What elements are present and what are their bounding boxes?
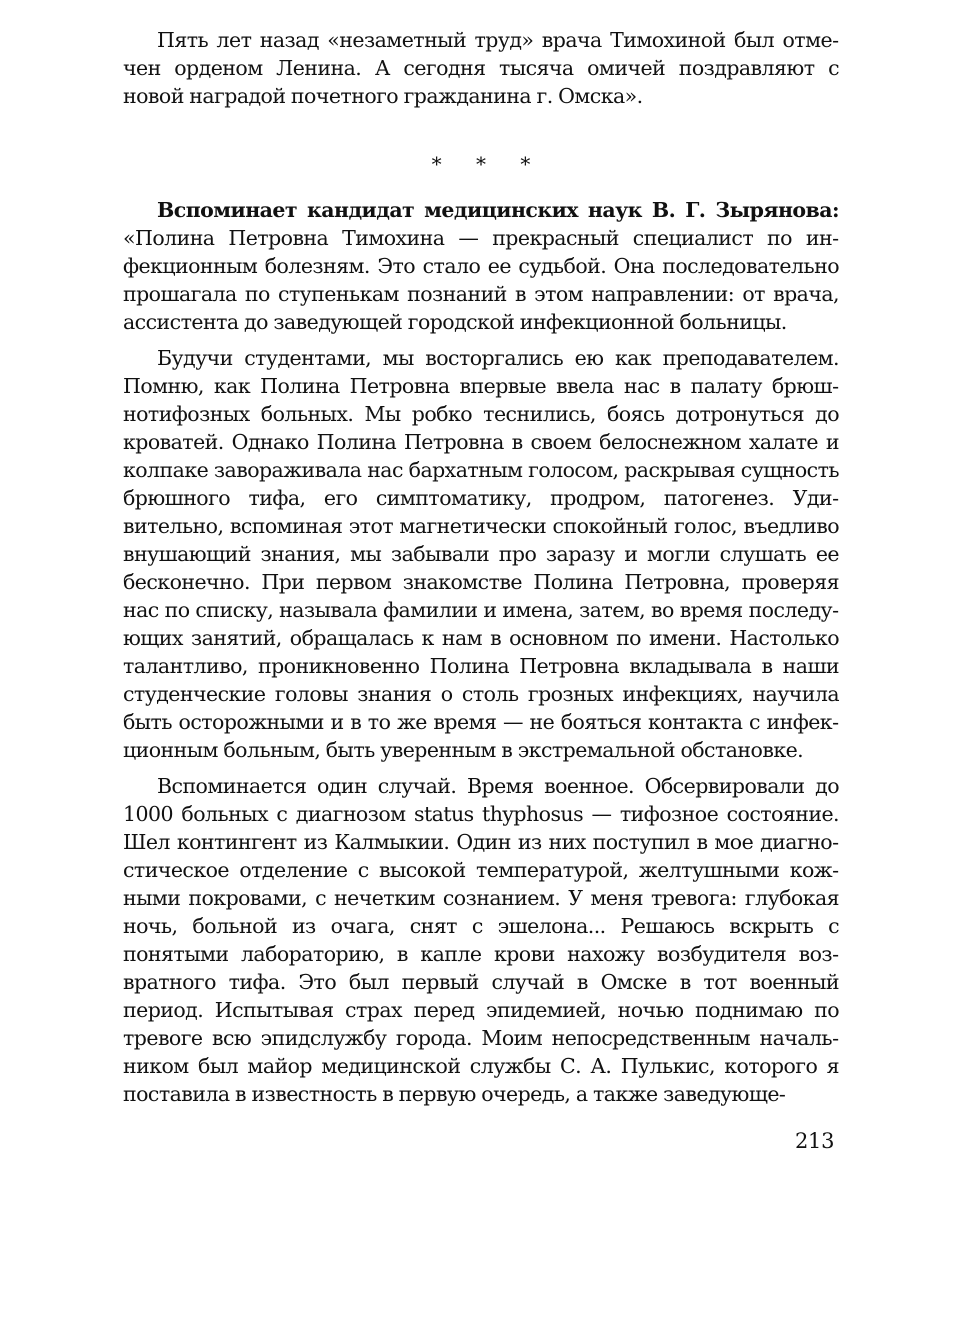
recollection-speaker: Вспоминает кандидат медицинских наук В. Г. Зырянова: <box>157 198 839 222</box>
section-separator: * * * <box>431 152 545 176</box>
page-number: 213 <box>795 1129 835 1153</box>
recollection-paragraph <box>123 196 839 336</box>
recollection-text: «Полина Петровна Тимохина — прекрасный специалист по инфекционным болезням. Это стало ее судьбой. Она последовательно прошагала по ступенькам познаний в этом направлении: от врача, ассистента до заведующей городской инфекционной больницы. <box>123 226 839 334</box>
students-paragraph: Будучи студентами, мы восторгались ею как преподавателем. Помню, как Полина Петровна впервые ввела нас в палату брюшнотифозных больных. Мы робко теснились, боясь дотронуться до кроватей. Однако Полина Петровна в своем белоснежном халате и колпаке завораживала нас бархатным голосом, раскрывая сущность брюшного тифа, его симптоматику, продром, патогенез. Удивительно, вспоминая этот магнетически спокойный голос, въедливо внушающий знания, мы забывали про заразу и могли слушать ее бесконечно. При первом знакомстве Полина Петровна, проверяя нас по списку, называла фамилии и имена, затем, во время последующих занятий, обращалась к нам в основном по имени. Настолько талантливо, проникновенно Полина Петровна вкладывала в наши студенческие головы знания о столь грозных инфекциях, научила быть осторожными и в то же время — не бояться контакта с инфекционным больным, быть уверенным в экстремальной обстановке. <box>123 346 839 762</box>
wartime-paragraph: Вспоминается один случай. Время военное. Обсервировали до 1000 больных с диагнозом status thyphosus — тифозное состояние. Шел контингент из Калмыкии. Один из них поступил в мое диагностическое отделение с высокой температурой, желтушными кожными покровами, с нечетким сознанием. У меня тревога: глубокая ночь, больной из очага, снят с эшелона... Решаюсь вскрыть с понятыми лабораторию, в капле крови нахожу возбудителя возвратного тифа. Это был первый случай в Омске в тот военный период. Испытывая страх перед эпидемией, ночью поднимаю по тревоге всю эпидслужбу города. Моим непосредственным начальником был майор медицинской службы С. А. Пулькис, которого я поставила в известность в первую очередь, а также заведующе- <box>123 774 839 1106</box>
intro-paragraph: Пять лет назад «незаметный труд» врача Тимохиной был отмечен орденом Ленина. А сегодня тысяча омичей поздравляют с новой наградой почетного гражданина г. Омска». <box>123 28 839 108</box>
book-page-body <box>123 26 839 1108</box>
